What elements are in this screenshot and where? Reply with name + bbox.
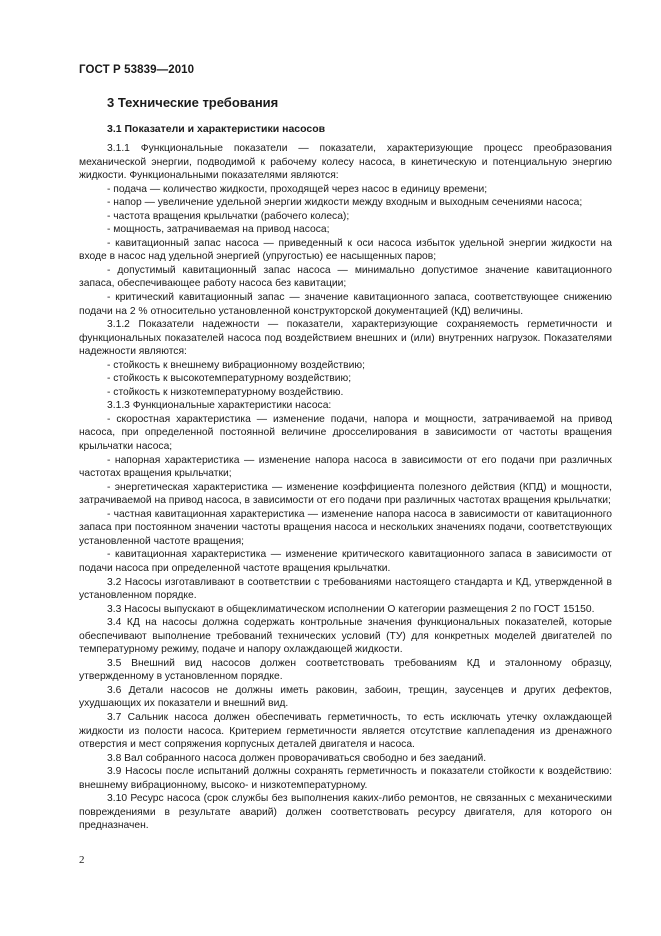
list-item: - скоростная характеристика — изменение подачи, напора и мощности, затрачиваемой на привод насоса, при определенной постоянной величине дросселирования в зависимости от частоты вращения крыльчатки насоса; bbox=[79, 413, 612, 453]
list-item: - энергетическая характеристика — изменение коэффициента полезного действия (КПД) и мощности, затрачиваемой на привод насоса, в зависимости от его подачи при различных частотах вращения крыльчатки; bbox=[79, 481, 612, 507]
paragraph: 3.5 Внешний вид насосов должен соответствовать требованиям КД и эталонному образцу, утвержденному в установленном порядке. bbox=[79, 657, 612, 683]
paragraph: 3.1.3 Функциональные характеристики насоса: bbox=[107, 400, 332, 412]
list-item: - подача — количество жидкости, проходящей через насос в единицу времени; bbox=[107, 183, 488, 195]
document-body bbox=[79, 142, 612, 833]
page-number: 2 bbox=[79, 854, 85, 866]
list-item: - критический кавитационный запас — значение кавитационного запаса, соответствующее снижению подачи на 2 % относительно установленной конструкторской документацией (КД) величины. bbox=[79, 292, 612, 317]
list-item: - стойкость к высокотемпературному воздействию; bbox=[107, 373, 352, 385]
paragraph: 3.2 Насосы изготавливают в соответствии с требованиями настоящего стандарта и КД, утвержденной в установленном порядке. bbox=[79, 576, 612, 602]
paragraph: 3.9 Насосы после испытаний должны сохранять герметичность и показатели стойкости к воздействию: внешнему вибрационному, высоко- и низкотемпературному. bbox=[79, 766, 612, 791]
paragraph: 3.4 КД на насосы должна содержать контрольные значения функциональных показателей, которые обеспечивают выполнение требований технических условий (ТУ) для конкретных моделей двигателей по температурному режиму, подаче и напору охлаждающей жидкости. bbox=[79, 617, 612, 656]
list-item: - допустимый кавитационный запас насоса — минимально допустимое значение кавитационного запаса, обеспечивающее работу насоса без кавитации; bbox=[79, 264, 612, 290]
document-header: ГОСТ Р 53839—2010 bbox=[79, 64, 195, 76]
paragraph: 3.8 Вал собранного насоса должен проворачиваться свободно и без заеданий. bbox=[107, 752, 487, 764]
paragraph: 3.7 Сальник насоса должен обеспечивать герметичность, то есть исключать утечку охлаждающей жидкости из полости насоса. Критерием герметичности является отсутствие каплепадения из дренажного отверстия и мест сопряжения корпусных деталей двигателя и насоса. bbox=[79, 711, 612, 751]
list-item: - стойкость к внешнему вибрационному воздействию; bbox=[107, 359, 365, 371]
list-item: - кавитационный запас насоса — приведенный к оси насоса избыток удельной энергии жидкости на входе в насос над удельной энергией (упругостью) ее насыщенных паров; bbox=[79, 237, 612, 263]
paragraph: 3.10 Ресурс насоса (срок службы без выполнения каких-либо ремонтов, не связанных с механическими повреждениями в результате аварий) должен соответствовать ресурсу двигателя, для которого он предназначен. bbox=[79, 793, 612, 832]
paragraph: 3.1.1 Функциональные показатели — показатели, характеризующие процесс преобразования механической энергии, подводимой к рабочему колесу насоса, в кинетическую и потенциальную энергию жидкости. Функциональными показателями являются: bbox=[79, 143, 612, 182]
list-item: - напор — увеличение удельной энергии жидкости между входным и выходным сечениями насоса; bbox=[107, 197, 583, 209]
subsection-title: 3.1 Показатели и характеристики насосов bbox=[107, 123, 326, 135]
list-item: - мощность, затрачиваемая на привод насоса; bbox=[107, 224, 330, 236]
list-item: - частная кавитационная характеристика — изменение напора насоса в зависимости от кавитационного запаса при постоянном значении частоты вращения насоса и нескольких значениях подачи, соответствующих установленной частоте вращения; bbox=[79, 508, 612, 547]
list-item: - кавитационная характеристика — изменение критического кавитационного запаса в зависимости от подачи насоса при определенной частоте вращения крыльчатки. bbox=[79, 549, 612, 574]
list-item: - напорная характеристика — изменение напора насоса в зависимости от его подачи при различных частотах вращения крыльчатки; bbox=[79, 454, 612, 480]
paragraph: 3.3 Насосы выпускают в общеклиматическом исполнении О категории размещения 2 по ГОСТ 15150. bbox=[107, 603, 595, 615]
section-title: 3 Технические требования bbox=[107, 95, 279, 110]
list-item: - стойкость к низкотемпературному воздействию. bbox=[107, 386, 344, 398]
paragraph: 3.6 Детали насосов не должны иметь раковин, забоин, трещин, заусенцев и других дефектов, ухудшающих их показатели и внешний вид. bbox=[79, 684, 612, 710]
paragraph: 3.1.2 Показатели надежности — показатели, характеризующие сохраняемость герметичности и функциональных показателей насоса под воздействием внешних и (или) внутренних нагрузок. Показателями надежности являются: bbox=[79, 319, 612, 358]
list-item: - частота вращения крыльчатки (рабочего колеса); bbox=[107, 210, 350, 222]
